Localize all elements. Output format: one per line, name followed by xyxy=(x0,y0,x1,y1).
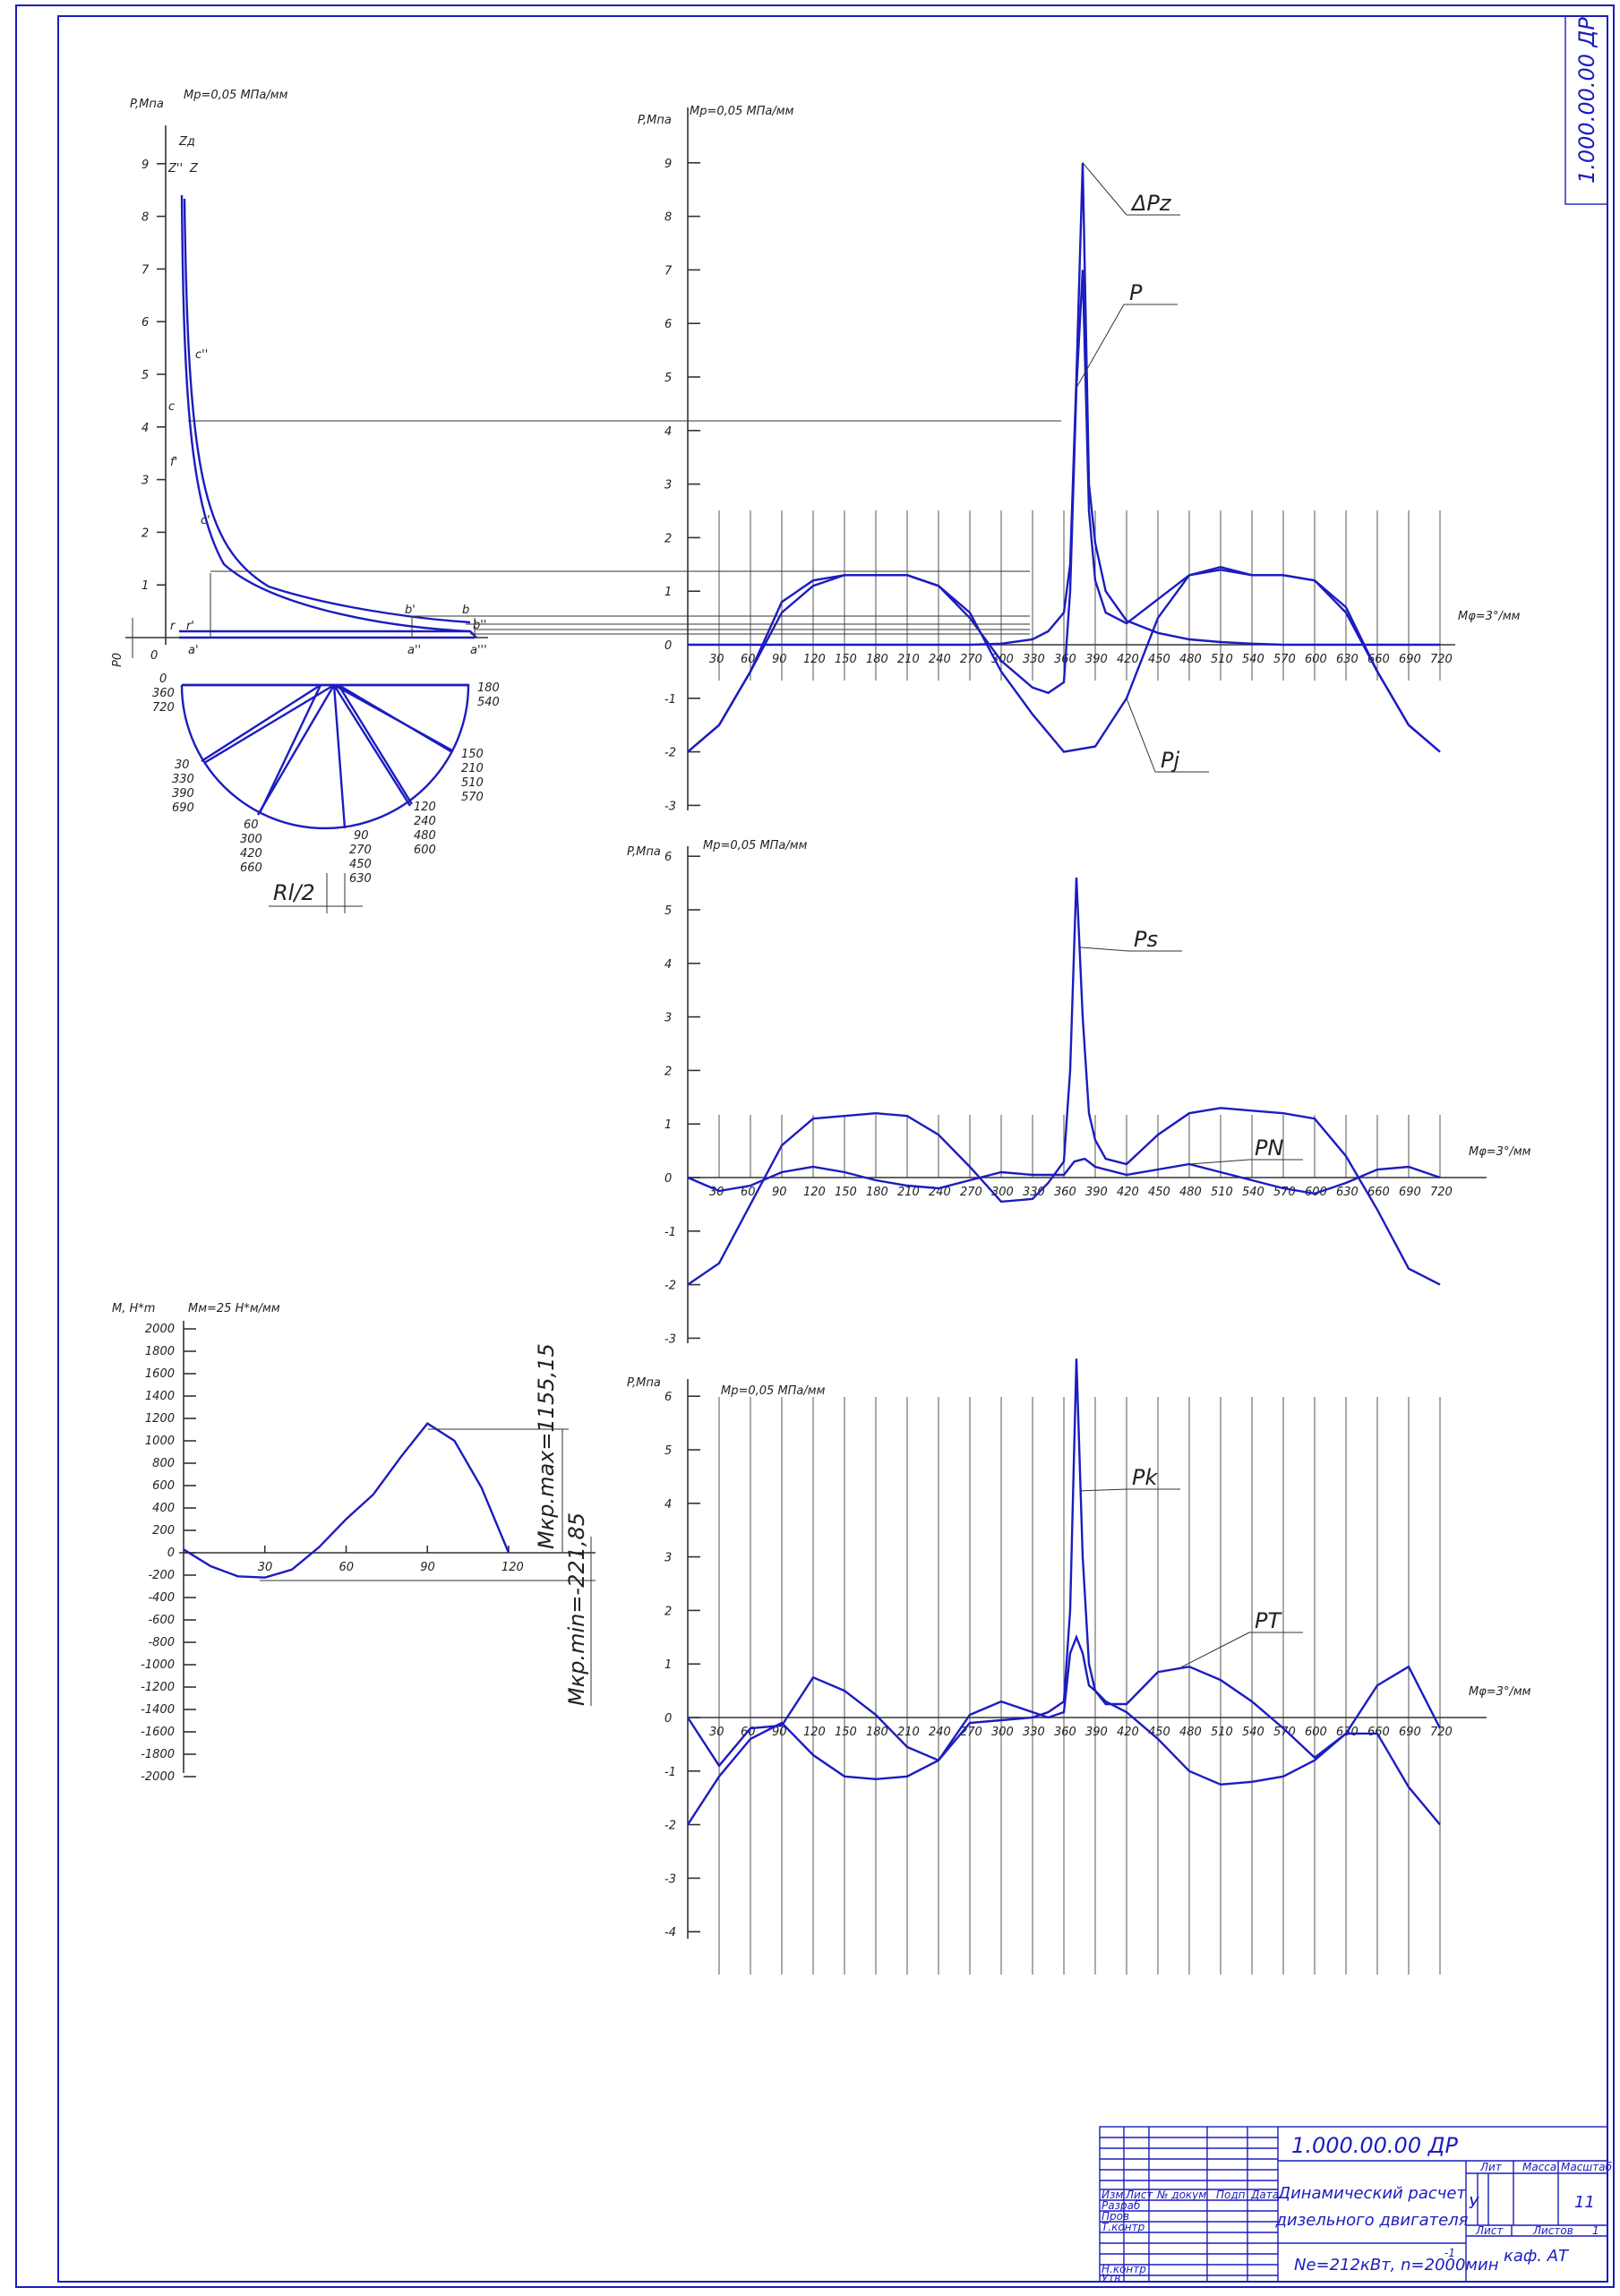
chart3-xtick-90: 90 xyxy=(772,1726,787,1739)
indicator-ytick-label-9: 9 xyxy=(141,158,150,172)
chart1-ytick-label-1: 1 xyxy=(664,586,673,600)
chart1-xtick-690: 690 xyxy=(1399,653,1421,666)
torque-x-ticks xyxy=(258,1546,524,1574)
chart3-ytick-label--1: -1 xyxy=(664,1765,676,1779)
tb-title-1: Динамический расчет xyxy=(1278,2184,1466,2203)
chart2-xtick-270: 270 xyxy=(960,1186,982,1199)
tb-mass: Масса xyxy=(1522,2161,1557,2173)
tb-dept: каф. АТ xyxy=(1503,2247,1569,2266)
chart1-xtick-60: 60 xyxy=(741,653,756,666)
chart2-ytick-label-2: 2 xyxy=(664,1065,673,1079)
chart2-xtick-210: 210 xyxy=(897,1186,920,1199)
chart3-xtick-660: 660 xyxy=(1367,1726,1390,1739)
chart2-ytick-label--2: -2 xyxy=(664,1279,676,1293)
torque-ytick-label-1400: 1400 xyxy=(144,1390,175,1403)
title-block xyxy=(1100,2127,1613,2284)
torque-diagram xyxy=(112,1302,596,1784)
chart2-series-label-1: PN xyxy=(1255,1135,1284,1161)
chart3-xtick-360: 360 xyxy=(1054,1726,1076,1739)
indicator-ytick-label-6: 6 xyxy=(141,316,150,330)
corner-stamp-code: 1.000.00.00 ДР xyxy=(1574,17,1599,184)
chart1-ytick-label-8: 8 xyxy=(664,210,673,225)
tb-role-nkontr: Н.контр xyxy=(1101,2263,1146,2275)
torque-ytick-label--200: -200 xyxy=(148,1569,175,1582)
torque-ytick-label--800: -800 xyxy=(148,1636,175,1649)
chart2-xtick-60: 60 xyxy=(741,1186,756,1199)
chart3-ytick-label-4: 4 xyxy=(664,1497,673,1512)
chart3-plot xyxy=(664,1358,1487,1975)
chart2-ytick-label-0: 0 xyxy=(664,1172,673,1186)
tb-role-razrab: Разраб xyxy=(1101,2199,1141,2212)
inner-frame xyxy=(58,16,1607,2282)
chart-force-p xyxy=(188,105,1521,813)
chart3-xtick-390: 390 xyxy=(1085,1726,1108,1739)
chart1-xtick-120: 120 xyxy=(803,653,826,666)
chart1-plot xyxy=(664,107,1455,813)
tb-col-list: Лист xyxy=(1126,2189,1153,2201)
chart2-xtick-300: 300 xyxy=(991,1186,1014,1199)
chart2-series-0 xyxy=(688,878,1440,1285)
chart2-ytick-label-6: 6 xyxy=(664,851,673,865)
torque-ytick-label--2000: -2000 xyxy=(141,1770,175,1784)
svg-text:390: 390 xyxy=(172,787,194,801)
svg-text:420: 420 xyxy=(240,847,262,861)
chart2-xtick-330: 330 xyxy=(1023,1186,1045,1199)
brix-left-0: 0 xyxy=(159,673,167,686)
chart3-xtick-450: 450 xyxy=(1148,1726,1170,1739)
svg-text:240: 240 xyxy=(414,815,436,828)
indicator-p0-label: P0 xyxy=(111,652,124,667)
brix-labels-150 xyxy=(461,748,484,804)
indicator-ylabel: P,Мпа xyxy=(130,98,164,111)
svg-text:30: 30 xyxy=(175,758,190,772)
chart2-xtick-30: 30 xyxy=(709,1186,724,1199)
chart3-xtick-600: 600 xyxy=(1305,1726,1327,1739)
chart3-xtick-240: 240 xyxy=(929,1726,951,1739)
chart1-xtick-210: 210 xyxy=(897,653,920,666)
chart1-leader-2 xyxy=(1127,698,1155,772)
svg-text:600: 600 xyxy=(414,844,436,857)
chart3-ytick-label--2: -2 xyxy=(664,1819,676,1833)
chart3-xtick-570: 570 xyxy=(1273,1726,1296,1739)
chart3-series-label-1: PT xyxy=(1255,1608,1281,1633)
chart1-ytick-label-6: 6 xyxy=(664,318,673,332)
chart1-xtick-630: 630 xyxy=(1336,653,1359,666)
indicator-point-3: c'' xyxy=(195,348,209,362)
chart2-ytick-label--1: -1 xyxy=(664,1225,676,1239)
torque-ytick-label-600: 600 xyxy=(152,1479,175,1493)
tb-col-date: Дата xyxy=(1251,2189,1280,2201)
chart2-xtick-540: 540 xyxy=(1242,1186,1264,1199)
chart3-xtick-60: 60 xyxy=(741,1726,756,1739)
chart2-xtick-90: 90 xyxy=(772,1186,787,1199)
chart1-xtick-480: 480 xyxy=(1179,653,1202,666)
svg-text:150: 150 xyxy=(461,748,484,761)
chart1-xtick-660: 660 xyxy=(1367,653,1390,666)
chart1-xtick-570: 570 xyxy=(1273,653,1296,666)
brix-labels-30 xyxy=(172,758,194,815)
chart2-xtick-480: 480 xyxy=(1179,1186,1202,1199)
chart2-xtick-390: 390 xyxy=(1085,1186,1108,1199)
chart2-xscale: Mφ=3°/мм xyxy=(1469,1145,1531,1159)
torque-ytick-label-1000: 1000 xyxy=(144,1435,175,1448)
chart1-ylabel: P,Мпа xyxy=(638,114,672,127)
indicator-point-5: f' xyxy=(170,456,178,469)
svg-text:60: 60 xyxy=(244,818,259,832)
torque-curve-line xyxy=(184,1424,509,1578)
chart2-ytick-label-4: 4 xyxy=(664,957,673,972)
chart1-ytick-label-2: 2 xyxy=(664,532,673,546)
brix-left-720: 720 xyxy=(152,701,175,715)
svg-text:120: 120 xyxy=(414,801,436,814)
outer-frame xyxy=(16,5,1614,2287)
svg-text:210: 210 xyxy=(461,762,484,775)
indicator-expansion-curve xyxy=(184,199,470,622)
torque-ytick-label-200: 200 xyxy=(152,1524,175,1538)
svg-text:300: 300 xyxy=(240,833,262,846)
tb-role-utv: Утв xyxy=(1101,2272,1121,2284)
chart1-series-label-2: Pj xyxy=(1161,748,1180,773)
indicator-zero: 0 xyxy=(150,649,159,663)
chart3-xtick-510: 510 xyxy=(1211,1726,1233,1739)
chart3-xtick-180: 180 xyxy=(866,1726,888,1739)
indicator-ytick-label-7: 7 xyxy=(141,263,150,278)
chart3-xtick-480: 480 xyxy=(1179,1726,1202,1739)
tb-title-2: дизельного двигателя xyxy=(1275,2211,1469,2230)
tb-role-prov: Пров xyxy=(1101,2210,1130,2223)
chart1-xtick-270: 270 xyxy=(960,653,982,666)
chart3-ytick-label-3: 3 xyxy=(664,1551,673,1565)
chart1-leader-0 xyxy=(1083,163,1127,215)
tb-params: Ne=212кВт, n=2000мин xyxy=(1294,2256,1499,2275)
indicator-point-4: c xyxy=(168,400,176,414)
chart2-xtick-120: 120 xyxy=(803,1186,826,1199)
chart1-series-label-1: P xyxy=(1129,280,1143,305)
svg-text:570: 570 xyxy=(461,791,484,804)
indicator-ytick-label-3: 3 xyxy=(141,474,150,488)
indicator-point-1: Z'' xyxy=(168,162,184,176)
tb-scale-value: 11 xyxy=(1574,2193,1595,2212)
chart2-xtick-420: 420 xyxy=(1117,1186,1139,1199)
torque-ytick-label--400: -400 xyxy=(148,1591,175,1605)
torque-ytick-label--600: -600 xyxy=(148,1614,175,1627)
chart2-xtick-450: 450 xyxy=(1148,1186,1170,1199)
torque-min-label: Mкр.min=-221,85 xyxy=(564,1512,589,1706)
chart2-leader-0 xyxy=(1080,947,1129,951)
tb-sheets: Листов xyxy=(1533,2224,1573,2237)
tb-col-izm: Изм xyxy=(1101,2189,1124,2201)
torque-xtick-label-90: 90 xyxy=(420,1561,435,1574)
chart3-xtick-120: 120 xyxy=(803,1726,826,1739)
indicator-diagram xyxy=(111,89,500,913)
chart1-ytick-label-5: 5 xyxy=(664,372,673,385)
chart1-ytick-label--2: -2 xyxy=(664,746,676,760)
indicator-point-11: r' xyxy=(186,620,194,633)
chart3-ytick-label-6: 6 xyxy=(664,1391,673,1405)
indicator-compression-curve xyxy=(182,195,470,631)
svg-text:270: 270 xyxy=(349,844,372,857)
chart1-xtick-540: 540 xyxy=(1242,653,1264,666)
chart1-ytick-label-7: 7 xyxy=(664,264,673,278)
torque-ytick-label--1400: -1400 xyxy=(141,1703,175,1717)
torque-curve xyxy=(184,1424,509,1578)
chart2-ytick-label-1: 1 xyxy=(664,1118,673,1133)
indicator-ytick-label-4: 4 xyxy=(141,421,150,435)
torque-ytick-label-0: 0 xyxy=(167,1546,175,1560)
indicator-y-ticks xyxy=(141,158,166,593)
chart1-scale: Mp=0,05 МПа/мм xyxy=(690,105,794,118)
tb-col-doc: № докум xyxy=(1157,2189,1207,2201)
chart1-ytick-label-9: 9 xyxy=(664,157,673,171)
indicator-point-6: c' xyxy=(201,514,210,527)
indicator-point-10: r xyxy=(170,620,176,633)
tb-lit: Лит xyxy=(1480,2161,1502,2173)
chart3-ytick-label--4: -4 xyxy=(664,1926,676,1940)
chart1-xtick-450: 450 xyxy=(1148,653,1170,666)
chart2-ytick-label--3: -3 xyxy=(664,1332,676,1347)
brix-labels-60 xyxy=(240,818,262,875)
chart2-xtick-600: 600 xyxy=(1305,1186,1327,1199)
tb-lit-value: У xyxy=(1469,2194,1479,2213)
indicator-point-14: a''' xyxy=(470,644,487,657)
chart3-ytick-label-5: 5 xyxy=(664,1444,673,1458)
chart3-xtick-300: 300 xyxy=(991,1726,1014,1739)
chart1-xtick-390: 390 xyxy=(1085,653,1108,666)
indicator-point-labels xyxy=(167,135,487,657)
svg-text:90: 90 xyxy=(354,829,369,843)
svg-text:330: 330 xyxy=(172,773,194,786)
svg-text:630: 630 xyxy=(349,872,372,886)
torque-max-label: Mкр.max=1155,15 xyxy=(534,1343,559,1549)
torque-ytick-label--1200: -1200 xyxy=(141,1681,175,1694)
indicator-point-12: a' xyxy=(188,644,199,657)
indicator-ytick-label-5: 5 xyxy=(141,369,150,382)
chart1-series-label-0: ΔPz xyxy=(1132,191,1171,216)
chart3-xtick-630: 630 xyxy=(1336,1726,1359,1739)
tb-sheets-value: 1 xyxy=(1592,2224,1599,2237)
chart3-ylabel: P,Мпа xyxy=(627,1376,661,1390)
chart1-ytick-label-3: 3 xyxy=(664,478,673,493)
chart1-xtick-150: 150 xyxy=(835,653,857,666)
tb-code: 1.000.00.00 ДР xyxy=(1291,2133,1458,2158)
indicator-point-7: b' xyxy=(405,604,416,617)
chart1-xtick-420: 420 xyxy=(1117,653,1139,666)
indicator-ytick-label-8: 8 xyxy=(141,210,150,225)
chart2-leader-1 xyxy=(1189,1160,1249,1164)
chart3-xtick-150: 150 xyxy=(835,1726,857,1739)
tb-scale: Масштаб xyxy=(1561,2161,1613,2173)
indicator-point-0: Zд xyxy=(179,135,195,149)
brix-labels-120 xyxy=(414,801,436,857)
torque-ytick-label--1800: -1800 xyxy=(141,1748,175,1761)
chart2-xtick-510: 510 xyxy=(1211,1186,1233,1199)
chart2-ytick-label-5: 5 xyxy=(664,904,673,918)
tb-params-exp: -1 xyxy=(1444,2247,1455,2259)
brix-left-360: 360 xyxy=(152,687,175,700)
chart1-xtick-180: 180 xyxy=(866,653,888,666)
chart3-scale: Mp=0,05 МПа/мм xyxy=(721,1384,826,1398)
tb-col-sign: Подп xyxy=(1216,2189,1246,2201)
chart2-ytick-label-3: 3 xyxy=(664,1011,673,1025)
brix-right-540: 540 xyxy=(477,696,500,709)
chart3-leader-0 xyxy=(1081,1489,1127,1491)
chart1-xscale: Mφ=3°/мм xyxy=(1458,610,1521,623)
chart1-ytick-label--3: -3 xyxy=(664,800,676,814)
torque-xtick-label-120: 120 xyxy=(501,1561,524,1574)
indicator-point-2: Z xyxy=(190,162,198,176)
chart1-xtick-300: 300 xyxy=(991,653,1014,666)
torque-ytick-label--1600: -1600 xyxy=(141,1726,175,1739)
chart2-xtick-660: 660 xyxy=(1367,1186,1390,1199)
chart1-xtick-510: 510 xyxy=(1211,653,1233,666)
chart2-series-label-0: Ps xyxy=(1134,927,1158,952)
chart3-xscale: Mφ=3°/мм xyxy=(1469,1685,1531,1699)
chart2-xtick-630: 630 xyxy=(1336,1186,1359,1199)
chart2-xtick-720: 720 xyxy=(1430,1186,1453,1199)
chart3-ytick-label-1: 1 xyxy=(664,1658,673,1673)
chart3-ytick-label-2: 2 xyxy=(664,1605,673,1619)
svg-text:660: 660 xyxy=(240,861,262,875)
indicator-point-13: a'' xyxy=(407,644,422,657)
chart1-xtick-600: 600 xyxy=(1305,653,1327,666)
chart2-scale: Mp=0,05 МПа/мм xyxy=(703,839,808,852)
svg-text:480: 480 xyxy=(414,829,436,843)
chart3-xtick-540: 540 xyxy=(1242,1726,1264,1739)
torque-ytick-label-1200: 1200 xyxy=(144,1412,175,1426)
chart1-ytick-label-0: 0 xyxy=(664,639,673,653)
chart2-ylabel: P,Мпа xyxy=(627,845,661,859)
chart2-xtick-240: 240 xyxy=(929,1186,951,1199)
chart1-xtick-330: 330 xyxy=(1023,653,1045,666)
torque-ytick-label-1600: 1600 xyxy=(144,1367,175,1381)
chart3-xtick-30: 30 xyxy=(709,1726,724,1739)
chart3-series-label-0: Pk xyxy=(1132,1465,1158,1490)
chart3-xtick-330: 330 xyxy=(1023,1726,1045,1739)
chart1-xtick-720: 720 xyxy=(1430,653,1453,666)
torque-xtick-label-60: 60 xyxy=(339,1561,355,1574)
chart3-xtick-270: 270 xyxy=(960,1726,982,1739)
chart2-xtick-690: 690 xyxy=(1399,1186,1421,1199)
chart3-xtick-420: 420 xyxy=(1117,1726,1139,1739)
chart1-ytick-label-4: 4 xyxy=(664,424,673,439)
chart3-xtick-210: 210 xyxy=(897,1726,920,1739)
indicator-scale: Mp=0,05 МПа/мм xyxy=(184,89,288,102)
torque-ylabel: M, H*m xyxy=(112,1302,156,1315)
svg-text:510: 510 xyxy=(461,776,484,790)
chart3-xtick-720: 720 xyxy=(1430,1726,1453,1739)
chart-force-pk-pt xyxy=(627,1358,1531,1975)
chart1-xtick-360: 360 xyxy=(1054,653,1076,666)
brix-offset-label: Rl/2 xyxy=(273,880,315,905)
chart2-plot xyxy=(664,846,1487,1346)
brix-labels-90 xyxy=(349,829,372,886)
torque-ytick-label--1000: -1000 xyxy=(141,1658,175,1672)
chart1-ytick-label--1: -1 xyxy=(664,692,676,707)
chart2-xtick-360: 360 xyxy=(1054,1186,1076,1199)
indicator-point-8: b xyxy=(462,604,470,617)
brix-right-180: 180 xyxy=(477,681,500,695)
chart3-ytick-label--3: -3 xyxy=(664,1872,676,1887)
torque-xtick-label-30: 30 xyxy=(257,1561,273,1574)
torque-ytick-label-400: 400 xyxy=(152,1502,175,1515)
tb-sheet: Лист xyxy=(1476,2224,1504,2237)
indicator-ytick-label-2: 2 xyxy=(141,527,150,541)
chart1-xtick-240: 240 xyxy=(929,653,951,666)
torque-ytick-label-2000: 2000 xyxy=(144,1323,175,1336)
tb-role-tkontr: Т.контр xyxy=(1101,2221,1145,2233)
indicator-ytick-label-1: 1 xyxy=(141,579,150,594)
torque-ytick-label-1800: 1800 xyxy=(144,1345,175,1358)
chart3-xtick-690: 690 xyxy=(1399,1726,1421,1739)
chart-force-ps-pn xyxy=(627,839,1531,1346)
svg-text:690: 690 xyxy=(172,801,194,815)
torque-ytick-label-800: 800 xyxy=(152,1457,175,1470)
indicator-point-9: b'' xyxy=(473,619,487,632)
svg-text:450: 450 xyxy=(349,858,372,871)
chart2-xtick-180: 180 xyxy=(866,1186,888,1199)
torque-scale: Mм=25 Н*м/мм xyxy=(188,1302,280,1315)
chart2-xtick-150: 150 xyxy=(835,1186,857,1199)
chart2-xtick-570: 570 xyxy=(1273,1186,1296,1199)
chart1-xtick-90: 90 xyxy=(772,653,787,666)
chart3-ytick-label-0: 0 xyxy=(664,1712,673,1726)
chart1-xtick-30: 30 xyxy=(709,653,724,666)
